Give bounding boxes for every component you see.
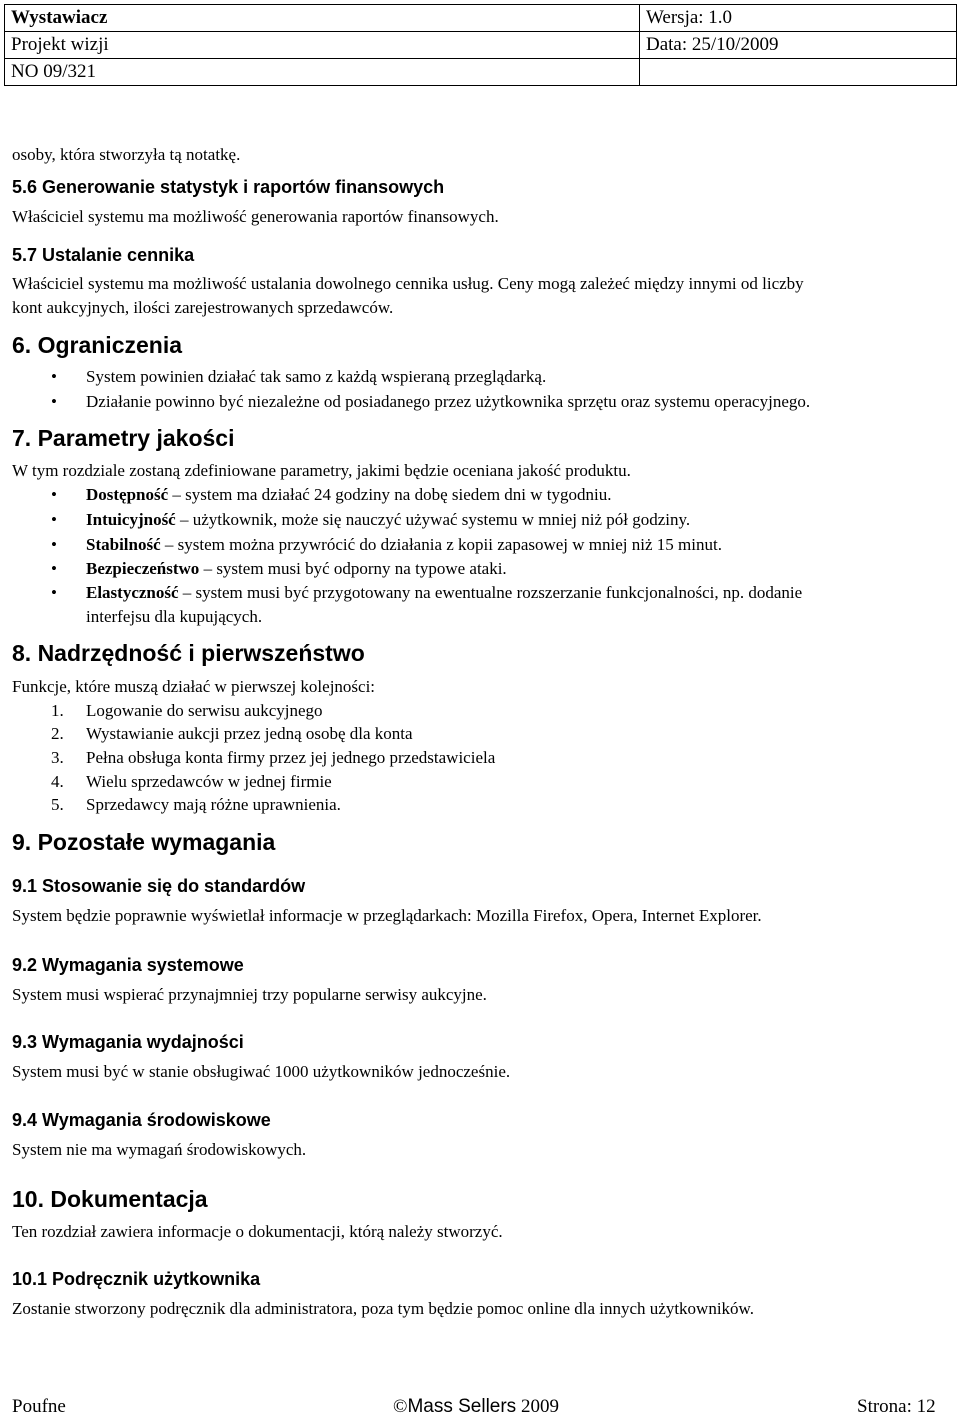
header-empty-cell — [640, 59, 957, 86]
footer-company: Mass Sellers — [407, 1396, 517, 1417]
list-number: 4. — [51, 772, 64, 791]
heading-5-7: 5.7 Ustalanie cennika — [12, 245, 195, 265]
header-project: Projekt wizji — [5, 32, 640, 59]
heading-9-1: 9.1 Stosowanie się do standardów — [12, 876, 306, 896]
list-item: Sprzedawcy mają różne uprawnienia. — [86, 795, 341, 814]
paragraph-7-intro: W tym rozdziale zostaną zdefiniowane parametry, jakimi będzie oceniana jakość produktu. — [12, 461, 631, 480]
footer-year: 2009 — [516, 1396, 559, 1417]
header-version: Wersja: 1.0 — [640, 5, 957, 32]
list-number: 1. — [51, 701, 64, 720]
paragraph-10-1: Zostanie stworzony podręcznik dla administratora, poza tym będzie pomoc online dla innych użytkowników. — [12, 1299, 754, 1318]
term-description: – system musi być odporny na typowe ataki. — [199, 559, 507, 578]
paragraph-5-6: Właściciel systemu ma możliwość generowania raportów finansowych. — [12, 207, 499, 226]
bullet-icon: • — [51, 559, 57, 578]
term-description: – użytkownik, może się nauczyć używać systemu w mniej niż pół godziny. — [175, 510, 691, 529]
heading-10: 10. Dokumentacja — [12, 1186, 208, 1212]
term: Elastyczność — [86, 583, 179, 602]
term-description: – system ma działać 24 godziny na dobę siedem dni w tygodniu. — [168, 485, 612, 504]
list-item — [86, 559, 507, 579]
list-item: System powinien działać tak samo z każdą wspieraną przeglądarką. — [86, 367, 547, 386]
document-header — [4, 4, 957, 86]
paragraph-9-3: System musi być w stanie obsługiwać 1000 użytkowników jednocześnie. — [12, 1062, 511, 1081]
footer-confidential: Poufne — [12, 1396, 66, 1417]
bullet-icon: • — [51, 583, 57, 602]
header-company: Wystawiacz — [5, 5, 640, 32]
bullet-icon: • — [51, 367, 57, 386]
heading-6: 6. Ograniczenia — [12, 332, 183, 358]
list-number: 5. — [51, 795, 64, 814]
term: Stabilność — [86, 535, 161, 554]
bullet-icon: • — [51, 535, 57, 554]
heading-9: 9. Pozostałe wymagania — [12, 829, 276, 855]
list-item — [86, 485, 612, 505]
bullet-icon: • — [51, 510, 57, 529]
paragraph-9-1: System będzie poprawnie wyświetlał informacje w przeglądarkach: Mozilla Firefox, Opera, Internet Explorer. — [12, 906, 762, 925]
paragraph-5-7-line1: Właściciel systemu ma możliwość ustalania dowolnego cennika usług. Ceny mogą zależeć między innymi od liczby — [12, 274, 804, 293]
list-item: Wielu sprzedawców w jednej firmie — [86, 772, 332, 791]
list-item — [86, 510, 690, 530]
list-number: 2. — [51, 724, 64, 743]
term: Intuicyjność — [86, 510, 176, 529]
list-number: 3. — [51, 748, 64, 767]
term: Bezpieczeństwo — [86, 559, 200, 578]
header-date: Data: 25/10/2009 — [640, 32, 957, 59]
header-doc-number: NO 09/321 — [5, 59, 640, 86]
footer-page-number: Strona: 12 — [857, 1396, 936, 1417]
heading-5-6: 5.6 Generowanie statystyk i raportów finansowych — [12, 177, 445, 197]
bullet-icon: • — [51, 485, 57, 504]
bullet-icon: • — [51, 392, 57, 411]
copyright-icon: © — [393, 1396, 408, 1417]
term-description: – system musi być przygotowany na ewentualne rozszerzanie funkcjonalności, np. dodanie — [178, 583, 803, 602]
list-item — [86, 535, 722, 555]
list-item: Działanie powinno być niezależne od posiadanego przez użytkownika sprzętu oraz systemu operacyjnego. — [86, 392, 811, 411]
heading-10-1: 10.1 Podręcznik użytkownika — [12, 1269, 261, 1289]
list-item: Wystawianie aukcji przez jedną osobę dla konta — [86, 724, 413, 743]
paragraph-5-7-line2: kont aukcyjnych, ilości zarejestrowanych sprzedawców. — [12, 298, 394, 317]
paragraph-8-intro: Funkcje, które muszą działać w pierwszej kolejności: — [12, 677, 376, 696]
list-item-continuation: interfejsu dla kupujących. — [86, 607, 263, 626]
paragraph-continuation: osoby, która stworzyła tą notatkę. — [12, 145, 241, 164]
term-description: – system można przywrócić do działania z kopii zapasowej w mniej niż 15 minut. — [160, 535, 722, 554]
heading-7: 7. Parametry jakości — [12, 425, 235, 451]
footer-copyright — [393, 1396, 559, 1418]
heading-9-4: 9.4 Wymagania środowiskowe — [12, 1110, 271, 1130]
list-item: Logowanie do serwisu aukcyjnego — [86, 701, 323, 720]
term: Dostępność — [86, 485, 169, 504]
paragraph-9-2: System musi wspierać przynajmniej trzy popularne serwisy aukcyjne. — [12, 985, 487, 1004]
heading-8: 8. Nadrzędność i pierwszeństwo — [12, 640, 365, 666]
list-item — [86, 583, 802, 603]
list-item: Pełna obsługa konta firmy przez jej jednego przedstawiciela — [86, 748, 496, 767]
paragraph-10: Ten rozdział zawiera informacje o dokumentacji, którą należy stworzyć. — [12, 1222, 503, 1241]
paragraph-9-4: System nie ma wymagań środowiskowych. — [12, 1140, 307, 1159]
heading-9-3: 9.3 Wymagania wydajności — [12, 1032, 244, 1052]
heading-9-2: 9.2 Wymagania systemowe — [12, 955, 244, 975]
